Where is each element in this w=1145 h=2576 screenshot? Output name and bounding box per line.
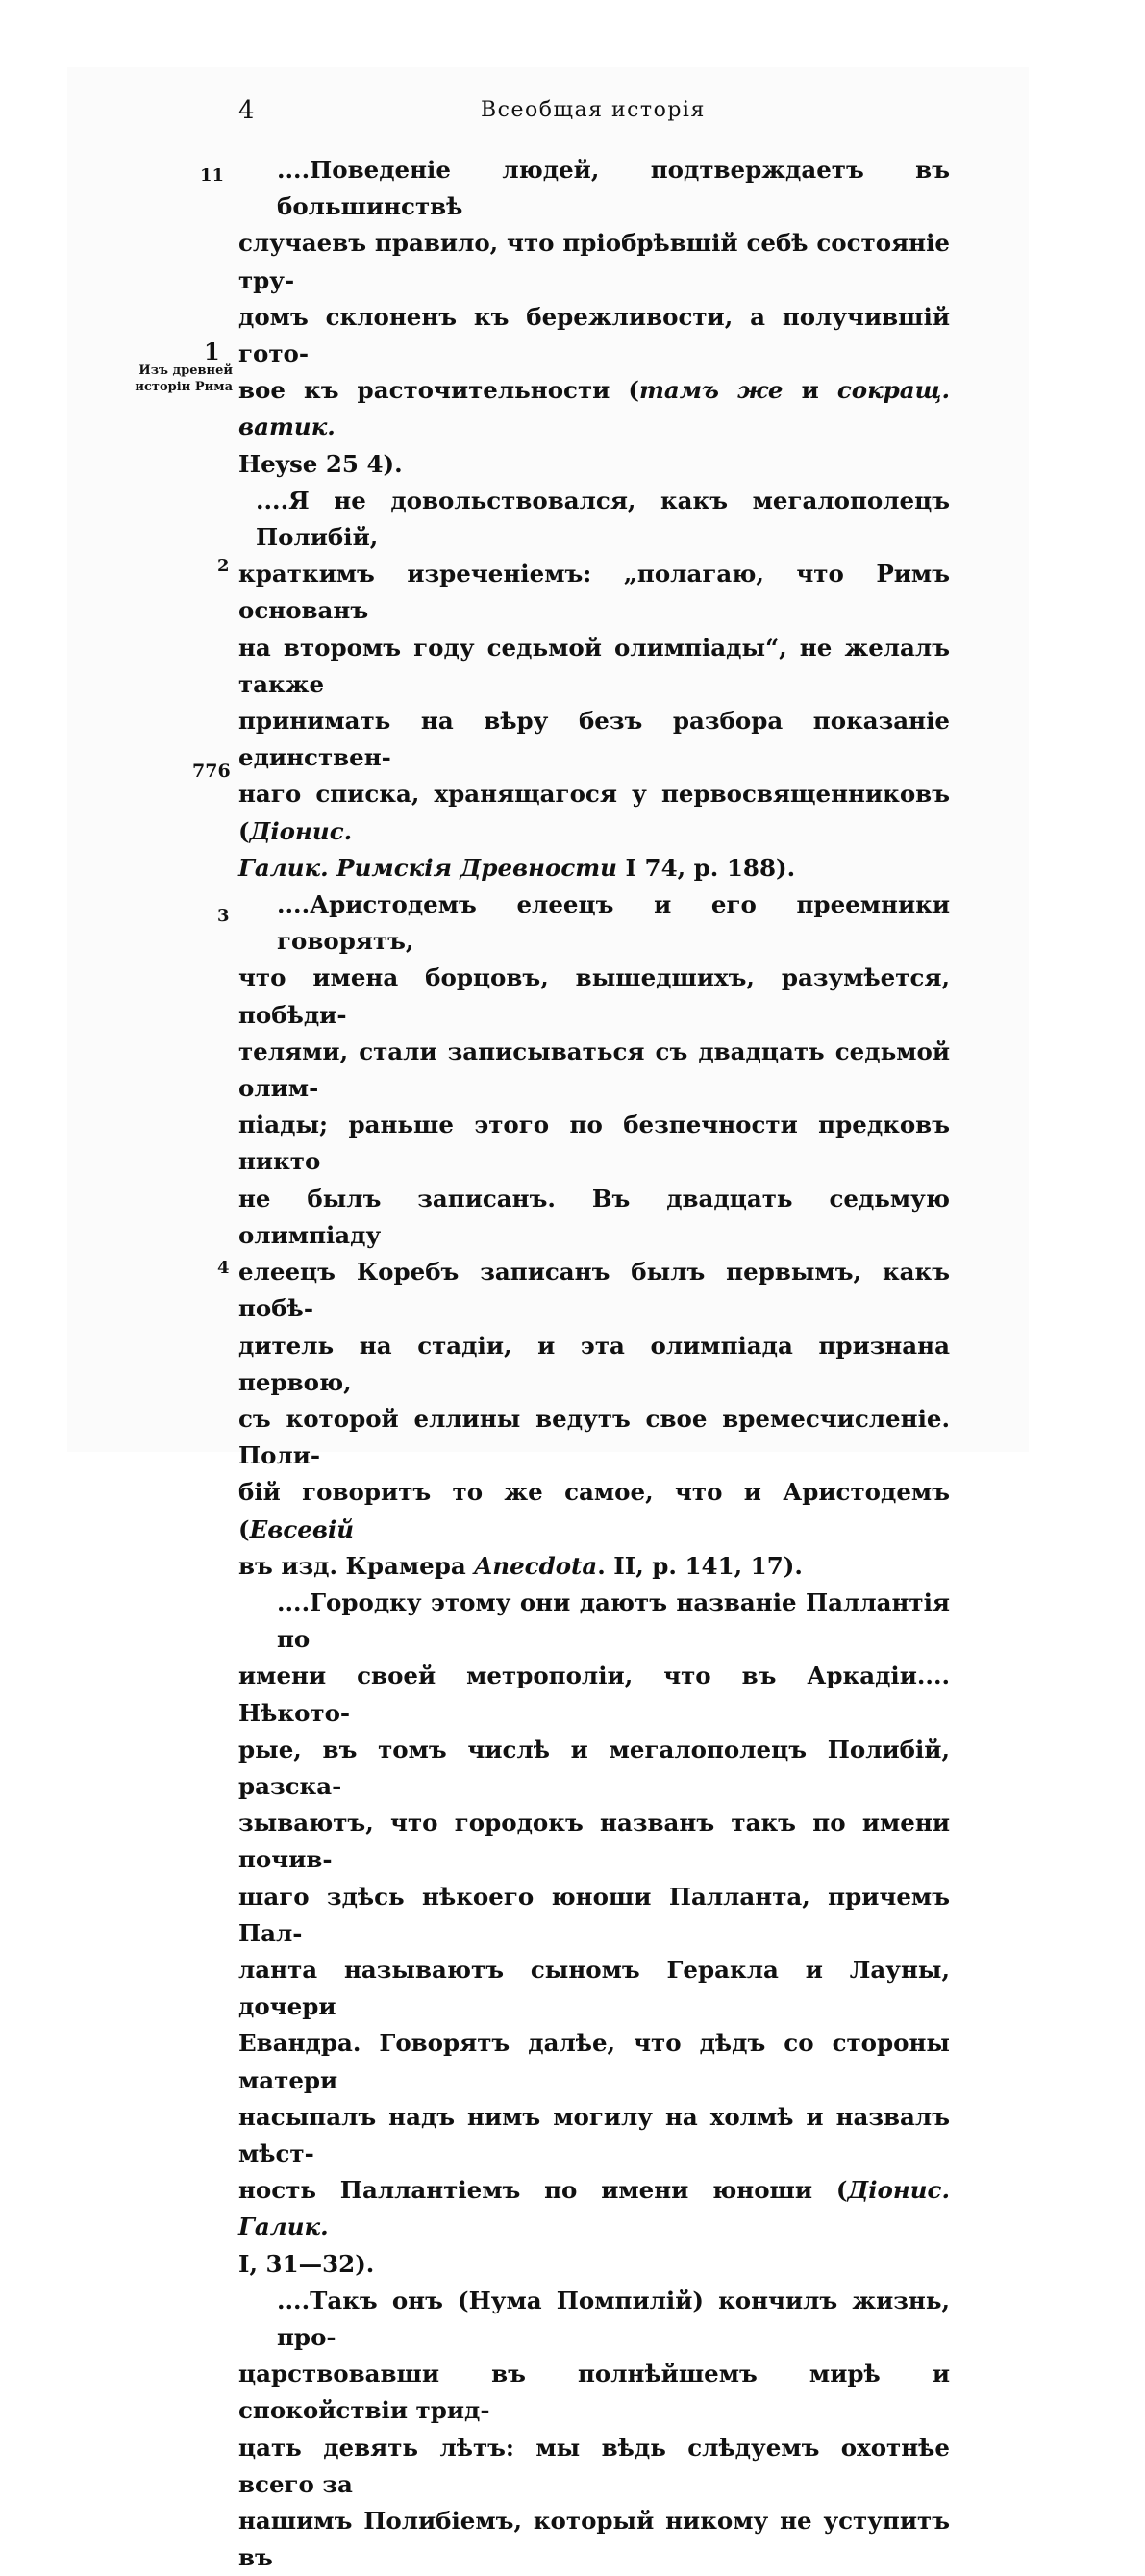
main-text: [238, 152, 950, 2576]
citation: Anecdota: [474, 1551, 598, 1580]
citation: сокращ. ватик.: [238, 376, 950, 441]
side-note: Изъ древней исторіи Рима: [135, 363, 233, 394]
text-line: царствовавши въ полнѣйшемъ мирѣ и спокойствіи трид-: [238, 2360, 950, 2425]
text-line: Евандра. Говорятъ далѣе, что дѣдъ со стороны матери: [238, 2029, 950, 2094]
text-line: [238, 1548, 950, 1585]
text-line: [238, 850, 950, 887]
page-header: [0, 96, 1145, 135]
text-line: что имена борцовъ, вышедшихъ, разумѣется, побѣди-: [238, 963, 950, 1029]
citation: Евсевій: [249, 1514, 355, 1543]
paragraph: [238, 887, 950, 1585]
text-line: случаевъ правило, что пріобрѣвшій себѣ состояніе тру-: [238, 229, 950, 294]
text-fragment: бій говоритъ то же самое, что и Аристодемъ (: [238, 1478, 950, 1543]
text-line: нашимъ Полибіемъ, который никому не уступитъ въ: [238, 2507, 950, 2572]
text-line: [238, 372, 950, 445]
text-fragment: ность Паллантіемъ по имени юноши (: [238, 2176, 848, 2205]
text-line: піады; раньше этого по безпечности предковъ никто: [238, 1111, 950, 1176]
page-number: 4: [238, 96, 255, 125]
text-line: телями, стали записываться съ двадцать седьмой олим-: [238, 1037, 950, 1103]
year-note: 776: [192, 761, 231, 782]
text-line: не былъ записанъ. Въ двадцать седьмую олимпіаду: [238, 1184, 950, 1249]
text-line: съ которой еллины ведутъ свое времесчисленіе. Поли-: [238, 1404, 950, 1470]
citation: тамъ же: [638, 376, 784, 405]
text-fragment: вое къ расточительности (: [238, 376, 639, 405]
text-line: ....Поведеніе людей, подтверждаетъ въ большинствѣ: [277, 156, 950, 221]
text-line: ....Городку этому они даютъ названіе Паллантія по: [277, 1588, 950, 1654]
text-line: ....Такъ онъ (Нума Помпилій) кончилъ жизнь, про-: [277, 2286, 950, 2351]
text-line: дитель на стадіи, и эта олимпіада признана первою,: [238, 1331, 950, 1396]
paragraph: [238, 152, 950, 483]
text-fragment: . II, p. 141, 17).: [597, 1551, 803, 1580]
text-line: ланта называютъ сыномъ Геракла и Лауны, дочери: [238, 1955, 950, 2021]
fragment-number: 2: [217, 556, 230, 576]
text-line: цать девять лѣтъ: мы вѣдь слѣдуемъ охотнѣе всего за: [238, 2433, 950, 2498]
text-line: имени своей метрополіи, что въ Аркадіи.... Нѣкото-: [238, 1662, 950, 1727]
text-line: зываютъ, что городокъ названъ такъ по имени почив-: [238, 1809, 950, 1874]
text-line: Heyse 25 4).: [238, 449, 403, 478]
fragment-number: 3: [217, 906, 230, 926]
running-title: Всеобщая исторія: [481, 98, 706, 122]
text-line: краткимъ изреченіемъ: „полагаю, что Римъ основанъ: [238, 560, 950, 625]
text-line: домъ склоненъ къ бережливости, а получившій гото-: [238, 302, 950, 368]
citation: Діонис. Галик.: [238, 2176, 950, 2241]
paragraph: [238, 2283, 950, 2576]
text-line: I, 31—32).: [238, 2249, 375, 2278]
text-line: насыпалъ надъ нимъ могилу на холмѣ и назвалъ мѣст-: [238, 2102, 950, 2167]
text-line: ....Аристодемъ елеецъ и его преемники говорятъ,: [277, 890, 950, 956]
text-line: на второмъ году седьмой олимпіады“, не желалъ также: [238, 633, 950, 698]
text-line: шаго здѣсь нѣкоего юноши Палланта, причемъ Пал-: [238, 1882, 950, 1947]
citation: Діонис.: [249, 816, 353, 845]
text-fragment: въ изд. Крамера: [238, 1551, 475, 1580]
text-line: рые, въ томъ числѣ и мегалополецъ Полибій, разска-: [238, 1735, 950, 1800]
fragment-number: 11: [200, 165, 225, 186]
fragment-number: 1: [204, 338, 220, 365]
text-fragment: наго списка, хранящагося у первосвященниковъ (: [238, 780, 950, 845]
text-line: [238, 1474, 950, 1547]
text-line: [238, 776, 950, 849]
text-line: [238, 2172, 950, 2245]
text-line: елеецъ Коребъ записанъ былъ первымъ, какъ побѣ-: [238, 1258, 950, 1323]
text-line: принимать на вѣру безъ разбора показаніе единствен-: [238, 707, 950, 772]
text-fragment: и: [783, 376, 837, 405]
fragment-number: 4: [217, 1258, 230, 1278]
paragraph: [238, 483, 950, 887]
text-line: ....Я не довольствовался, какъ мегалополецъ Полибій,: [256, 486, 950, 552]
paragraph: [238, 1585, 950, 2283]
text-fragment: I 74, p. 188).: [617, 853, 796, 882]
citation: Галик. Римскія Древности: [238, 853, 617, 882]
